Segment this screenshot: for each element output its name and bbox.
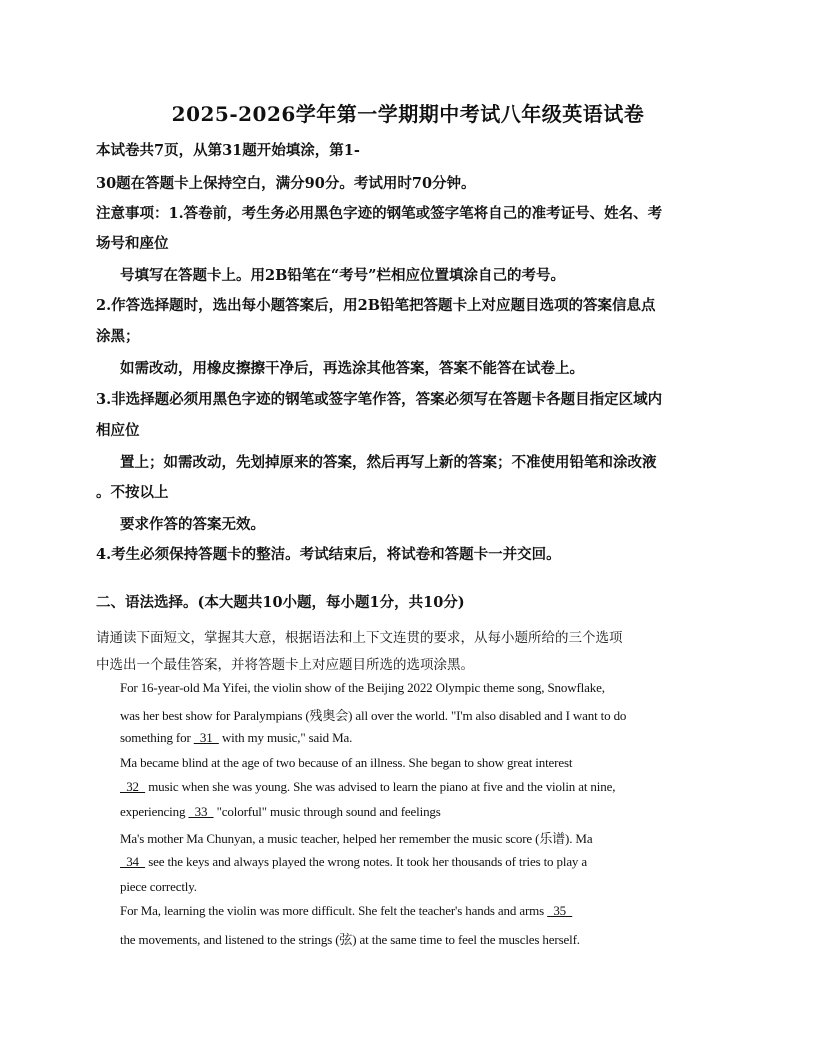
- note-line: 相应位: [96, 422, 140, 439]
- passage-text: music when she was young. She was advised to learn the piano at five and the violin at nine,: [145, 779, 616, 794]
- note-line: 本试卷共7页，从第31题开始填涂，第1-: [96, 142, 360, 159]
- note-line: 3.非选择题必须用黑色字迹的钢笔或签字笔作答，答案必须写在答题卡各题目指定区域内: [96, 391, 663, 408]
- passage-line: [120, 854, 587, 870]
- note-line: 要求作答的答案无效。: [120, 516, 265, 533]
- blank-34: 34: [120, 854, 146, 869]
- passage-line: [120, 730, 352, 746]
- passage-text: with my music," said Ma.: [218, 730, 353, 745]
- passage-line: [120, 779, 615, 795]
- passage-line: Ma's mother Ma Chunyan, a music teacher, helped her remember the music score (乐谱). Ma: [120, 831, 593, 846]
- passage-line: piece correctly.: [120, 879, 197, 894]
- passage-line: For 16-year-old Ma Yifei, the violin show of the Beijing 2022 Olympic theme song, Snowflake,: [120, 680, 605, 695]
- note-line: 号填写在答题卡上。用2B铅笔在“考号”栏相应位置填涂自己的考号。: [120, 267, 566, 284]
- note-line: 2.作答选择题时，选出每小题答案后，用2B铅笔把答题卡上对应题目选项的答案信息点: [96, 297, 656, 314]
- passage-line: the movements, and listened to the strings (弦) at the same time to feel the muscles herself.: [120, 932, 580, 947]
- note-line: 涂黑；: [96, 328, 140, 345]
- note-line: 4.考生必须保持答题卡的整洁。考试结束后，将试卷和答题卡一并交回。: [96, 546, 561, 563]
- blank-32: 32: [120, 779, 146, 794]
- note-line: 如需改动，用橡皮擦擦干净后，再选涂其他答案，答案不能答在试卷上。: [120, 360, 584, 377]
- passage-text: For Ma, learning the violin was more difficult. She felt the teacher's hands and arms: [120, 903, 548, 918]
- note-line: 场号和座位: [96, 235, 169, 252]
- note-line: 置上；如需改动，先划掉原来的答案，然后再写上新的答案；不准使用铅笔和涂改液: [120, 454, 657, 471]
- instruction-line: 中选出一个最佳答案，并将答题卡上对应题目所选的选项涂黑。: [96, 657, 474, 673]
- blank-35: 35: [547, 903, 573, 918]
- note-line: 注意事项：1.答卷前，考生务必用黑色字迹的钢笔或签字笔将自己的准考证号、姓名、考: [96, 205, 663, 222]
- passage-text: experiencing: [120, 804, 189, 819]
- passage-text: "colorful" music through sound and feelings: [213, 804, 441, 819]
- exam-title: 2025-2026学年第一学期期中考试八年级英语试卷: [171, 102, 645, 126]
- section-heading: 二、语法选择。(本大题共10小题，每小题1分，共10分): [96, 594, 465, 611]
- instruction-line: 请通读下面短文，掌握其大意，根据语法和上下文连贯的要求，从每小题所给的三个选项: [96, 630, 623, 646]
- passage-text: something for: [120, 730, 194, 745]
- blank-33: 33: [188, 804, 214, 819]
- passage-line: Ma became blind at the age of two because of an illness. She began to show great interest: [120, 755, 573, 770]
- passage-text: see the keys and always played the wrong notes. It took her thousands of tries to play a: [145, 854, 588, 869]
- blank-31: 31: [193, 730, 219, 745]
- passage-line: was her best show for Paralympians (残奥会) all over the world. "I'm also disabled and I want to do: [120, 708, 627, 723]
- passage-line: [120, 804, 441, 820]
- note-line: 。不按以上: [96, 484, 169, 501]
- note-line: 30题在答题卡上保持空白，满分90分。考试用时70分钟。: [96, 175, 476, 192]
- passage-line: [120, 903, 572, 919]
